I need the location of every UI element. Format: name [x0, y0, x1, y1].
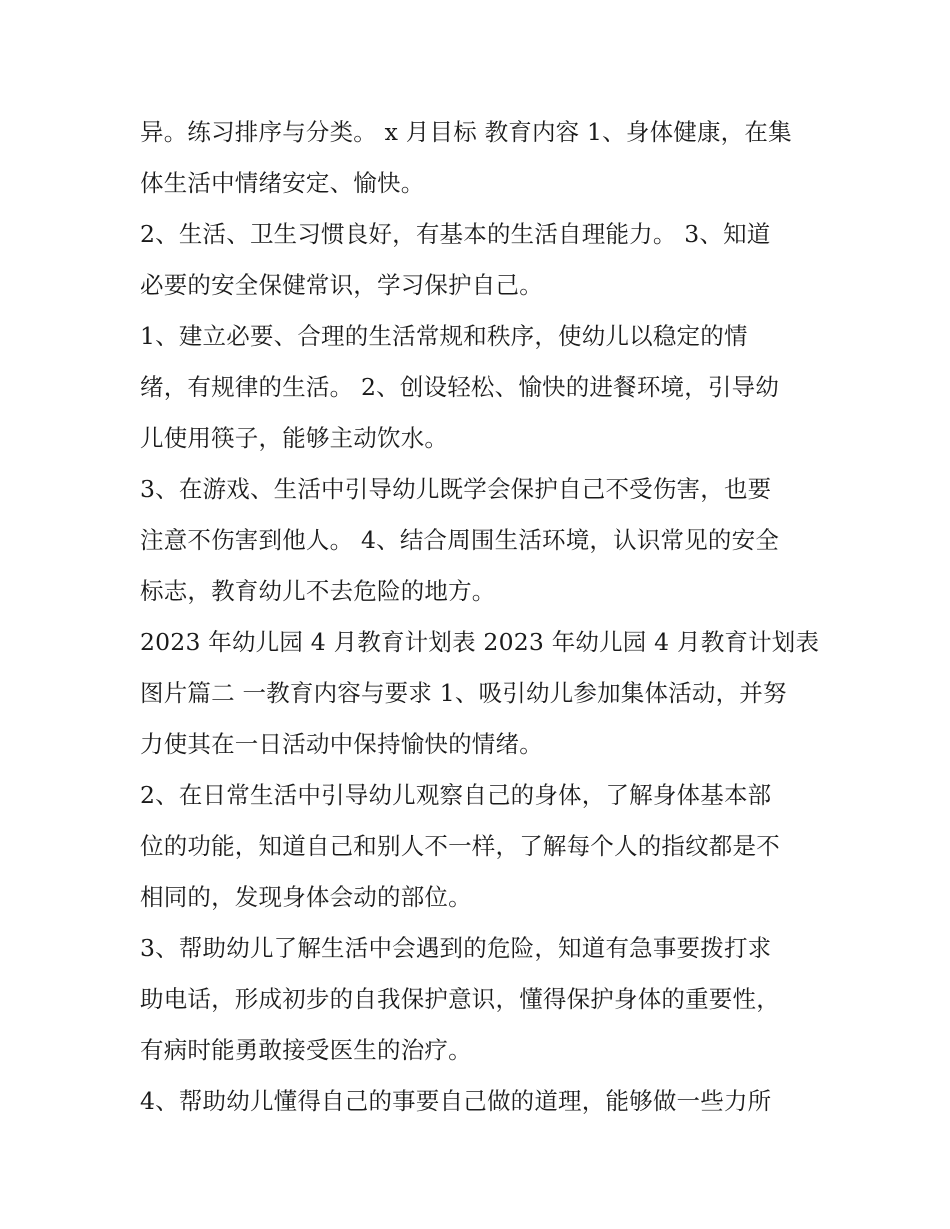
text-line: 力使其在一日活动中保持愉快的情绪。	[140, 730, 543, 758]
text-line: 3、帮助幼儿了解生活中会遇到的危险，知道有急事要拨打求	[140, 934, 772, 962]
text-line: 2023 年幼儿园 4 月教育计划表 2023 年幼儿园 4 月教育计划表	[140, 628, 820, 656]
text-line: 有病时能勇敢接受医生的治疗。	[140, 1036, 472, 1064]
text-line: 2、生活、卫生习惯良好，有基本的生活自理能力。 3、知道	[140, 220, 771, 248]
text-line: 异。练习排序与分类。 x 月目标 教育内容 1、身体健康，在集	[140, 118, 792, 146]
text-line: 注意不伤害到他人。 4、结合周围生活环境，认识常见的安全	[140, 526, 780, 554]
text-line: 必要的安全保健常识，学习保护自己。	[140, 271, 543, 299]
text-line: 位的功能，知道自己和别人不一样，了解每个人的指纹都是不	[140, 832, 780, 860]
text-line: 2、在日常生活中引导幼儿观察自己的身体，了解身体基本部	[140, 781, 772, 809]
text-line: 助电话，形成初步的自我保护意识，懂得保护身体的重要性，	[140, 985, 780, 1013]
text-line: 1、建立必要、合理的生活常规和秩序，使幼儿以稳定的情	[140, 322, 748, 350]
text-line: 绪，有规律的生活。 2、创设轻松、愉快的进餐环境，引导幼	[140, 373, 780, 401]
text-line: 4、帮助幼儿懂得自己的事要自己做的道理，能够做一些力所	[140, 1087, 772, 1115]
text-line: 体生活中情绪安定、愉快。	[140, 169, 425, 197]
text-line: 儿使用筷子，能够主动饮水。	[140, 424, 449, 452]
document-body	[140, 107, 820, 1127]
text-line: 图片篇二 一教育内容与要求 1、吸引幼儿参加集体活动，并努	[140, 679, 787, 707]
text-line: 相同的，发现身体会动的部位。	[140, 883, 472, 911]
text-line: 3、在游戏、生活中引导幼儿既学会保护自己不受伤害，也要	[140, 475, 772, 503]
text-line: 标志，教育幼儿不去危险的地方。	[140, 577, 496, 605]
